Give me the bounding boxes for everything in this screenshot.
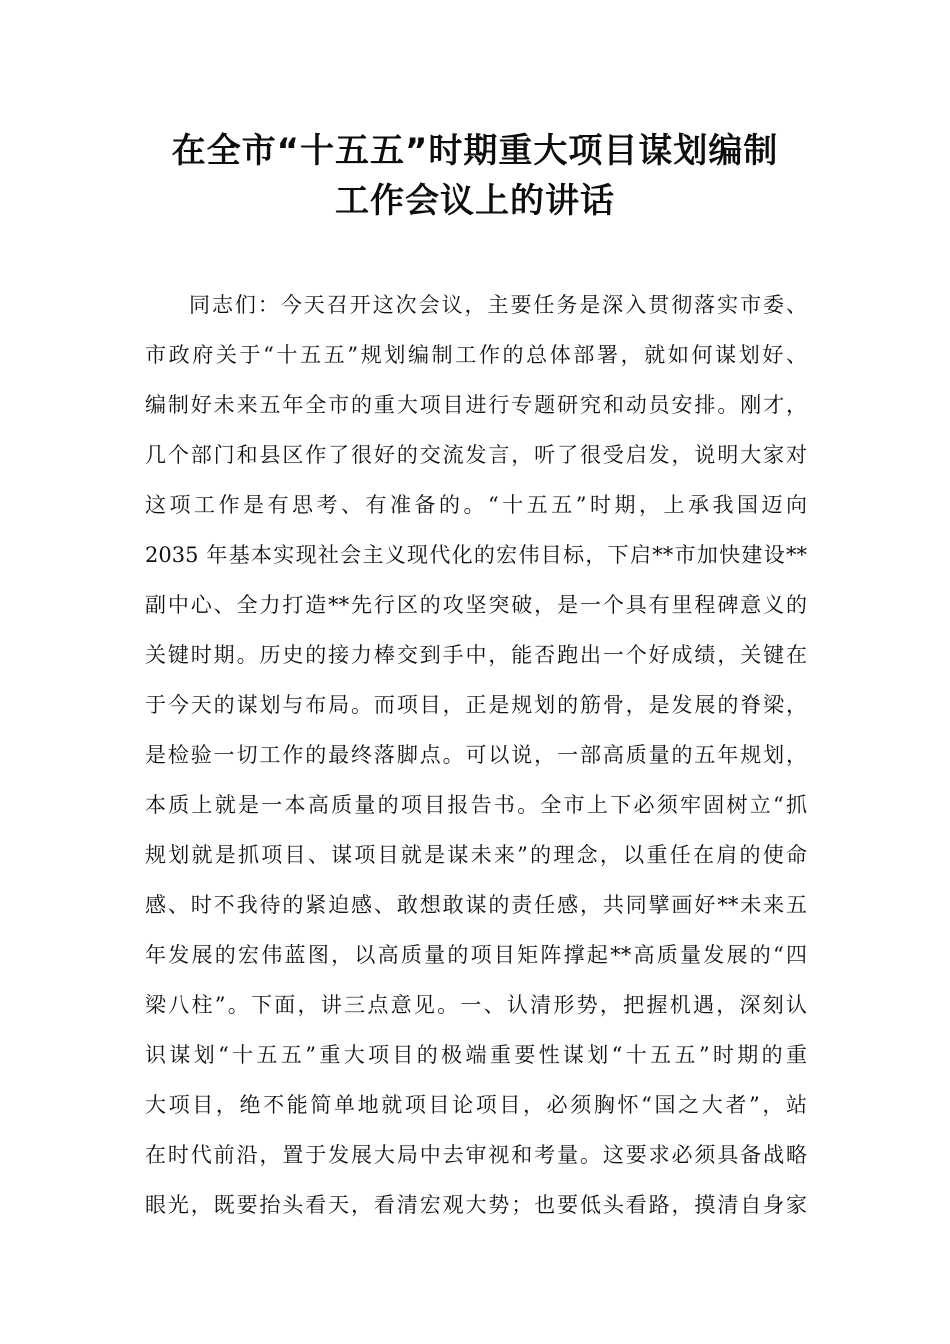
page-title bbox=[0, 126, 950, 226]
body-line: 感、时不我待的紧迫感、敢想敢谋的责任感，共同擘画好**未来五 bbox=[145, 893, 807, 917]
speech-body bbox=[145, 280, 807, 1230]
body-line: 识谋划“十五五”重大项目的极端重要性谋划“十五五”时期的重 bbox=[145, 1043, 807, 1067]
body-line: 规划就是抓项目、谋项目就是谋未来”的理念，以重任在肩的使命 bbox=[145, 843, 807, 867]
body-line: 市政府关于“十五五”规划编制工作的总体部署，就如何谋划好、 bbox=[145, 343, 807, 367]
body-line: 年发展的宏伟蓝图，以高质量的项目矩阵撑起**高质量发展的“四 bbox=[145, 943, 807, 967]
body-line: 大项目，绝不能简单地就项目论项目，必须胸怀“国之大者”，站 bbox=[145, 1093, 807, 1117]
body-line: 眼光，既要抬头看天，看清宏观大势；也要低头看路，摸清自身家 bbox=[145, 1193, 807, 1217]
body-line: 几个部门和县区作了很好的交流发言，听了很受启发，说明大家对 bbox=[145, 443, 807, 467]
body-line: 这项工作是有思考、有准备的。“十五五”时期，上承我国迈向 bbox=[145, 493, 807, 517]
body-line: 于今天的谋划与布局。而项目，正是规划的筋骨，是发展的脊梁， bbox=[145, 693, 807, 717]
body-line: 副中心、全力打造**先行区的攻坚突破，是一个具有里程碑意义的 bbox=[145, 593, 807, 617]
body-line: 关键时期。历史的接力棒交到手中，能否跑出一个好成绩，关键在 bbox=[145, 643, 807, 667]
body-line: 2035 年基本实现社会主义现代化的宏伟目标，下启**市加快建设** bbox=[145, 543, 807, 567]
body-line: 在时代前沿，置于发展大局中去审视和考量。这要求必须具备战略 bbox=[145, 1143, 807, 1167]
body-line: 本质上就是一本高质量的项目报告书。全市上下必须牢固树立“抓 bbox=[145, 793, 807, 817]
body-line: 同志们：今天召开这次会议，主要任务是深入贯彻落实市委、 bbox=[189, 293, 807, 317]
title-line-2: 工作会议上的讲话 bbox=[335, 181, 615, 221]
body-line: 编制好未来五年全市的重大项目进行专题研究和动员安排。刚才， bbox=[145, 393, 807, 417]
title-line-1: 在全市“十五五”时期重大项目谋划编制 bbox=[171, 131, 779, 171]
body-line: 梁八柱”。下面，讲三点意见。一、认清形势，把握机遇，深刻认 bbox=[145, 993, 807, 1017]
body-line: 是检验一切工作的最终落脚点。可以说，一部高质量的五年规划， bbox=[145, 743, 807, 767]
